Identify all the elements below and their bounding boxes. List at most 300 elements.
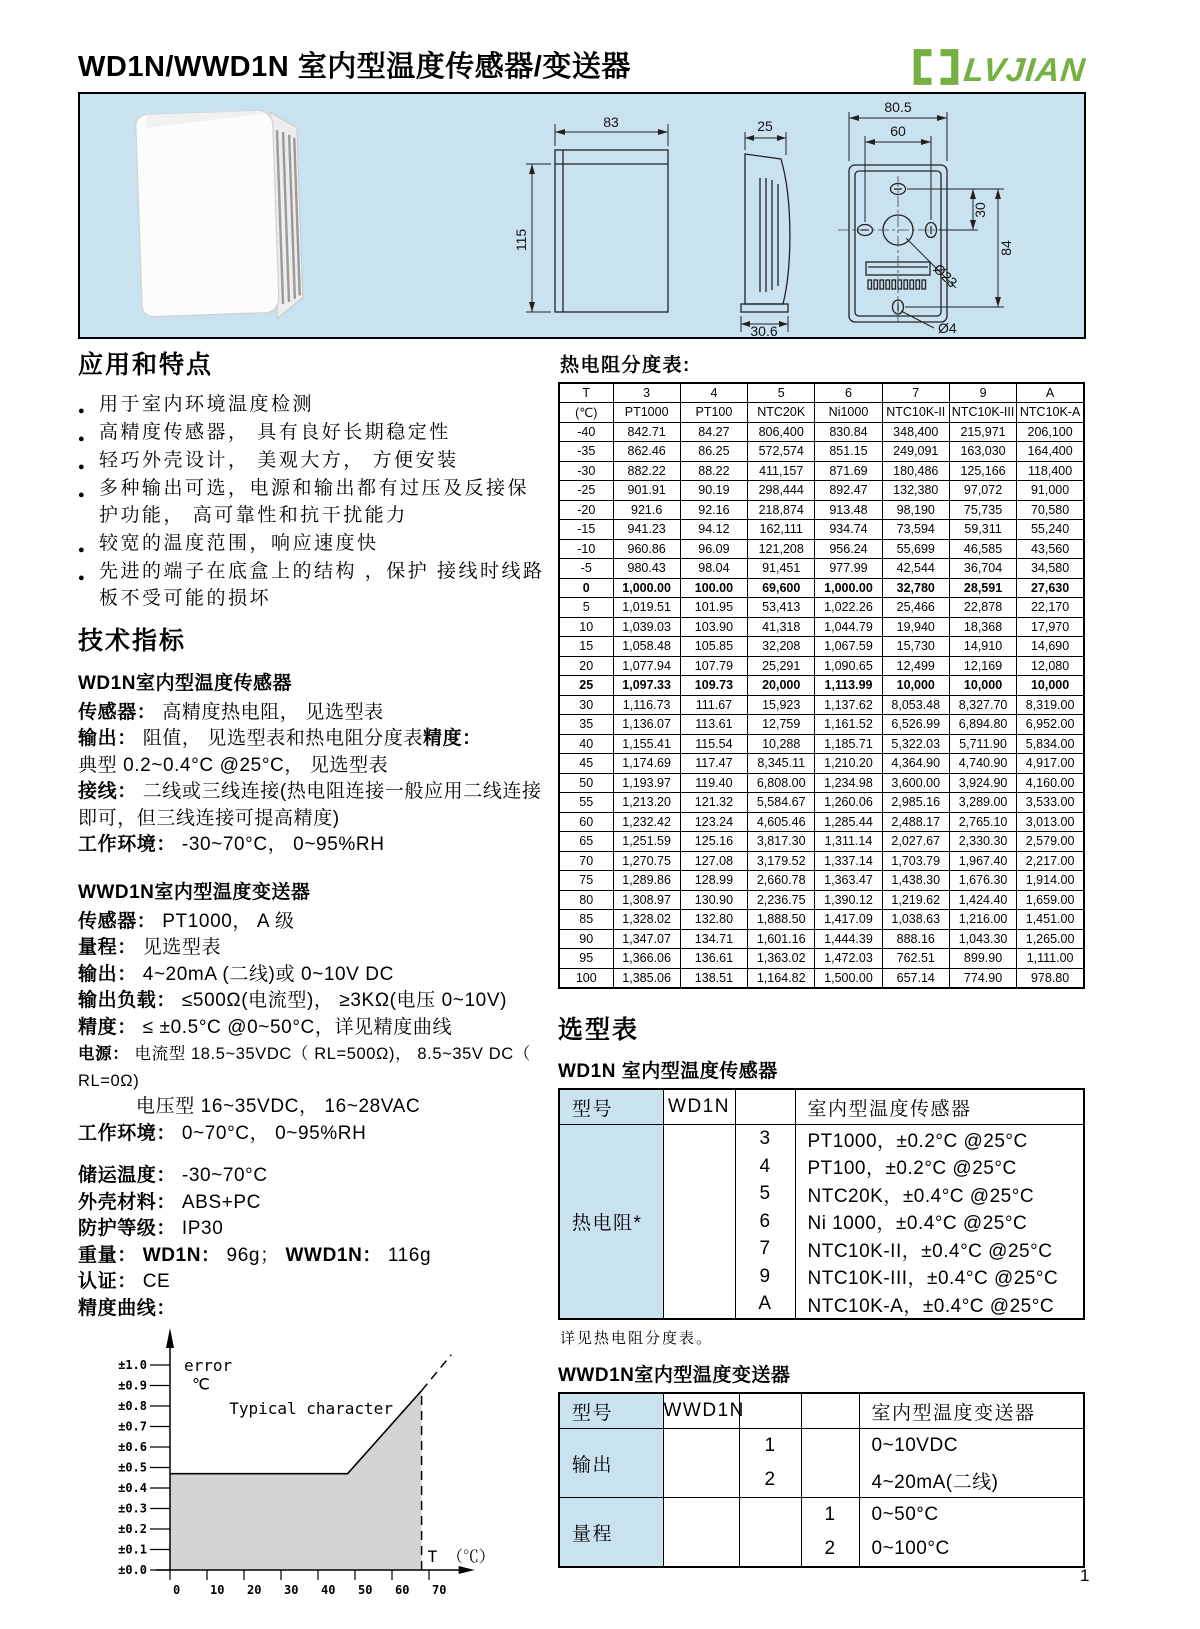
wwd1n-spec-subheading: WWD1N室内型温度变送器 (78, 881, 311, 903)
spec-line: 电压型 16~35VDC， 16~28VAC (136, 1096, 421, 1117)
res-table-cell: 348,400 (882, 422, 949, 442)
res-table-header-cell: T (559, 383, 613, 403)
res-table-header-cell: NTC10K-II (882, 403, 949, 423)
res-table-cell: 1,038.63 (882, 910, 949, 930)
res-table-header-cell: NTC10K-III (949, 403, 1016, 423)
res-table-header-cell: NTC10K-A (1017, 403, 1084, 423)
res-table-cell: 127.08 (680, 851, 747, 871)
res-table-cell: 55 (559, 793, 613, 813)
back-hole-spacing-dim: 60 (890, 123, 906, 139)
res-table-cell: 830.84 (815, 422, 882, 442)
res-table-cell: 1,444.39 (815, 929, 882, 949)
y-tick-label: ±0.9 (118, 1378, 147, 1393)
res-table-row (559, 695, 1084, 715)
front-view-drawing (555, 150, 668, 312)
res-table-cell: 138.51 (680, 968, 747, 988)
res-table-cell: 899.90 (949, 949, 1016, 969)
wwd1n-header-code2 (801, 1393, 859, 1429)
wd1n-spec-lines (78, 700, 548, 859)
wwd1n-code-cell (801, 1429, 859, 1498)
res-table-row (559, 442, 1084, 462)
wd1n-desc-cell (795, 1125, 1084, 1319)
res-table-cell: 1,417.09 (815, 910, 882, 930)
res-table-cell: 1,000.00 (613, 578, 680, 598)
res-table-header-cell: (℃) (559, 403, 613, 423)
wd1n-header-desc: 室内型温度传感器 (795, 1089, 1084, 1125)
res-table-row (559, 539, 1084, 559)
y-tick-label: ±0.0 (118, 1563, 147, 1577)
spec-line: 输出负载： ≤500Ω(电流型)， ≥3KΩ(电压 0~10V) (78, 990, 508, 1011)
res-table-header-cell: 5 (748, 383, 815, 403)
res-table-row (559, 734, 1084, 754)
res-table-cell: 1,385.06 (613, 968, 680, 988)
res-table-cell: 2,236.75 (748, 890, 815, 910)
res-table-cell: 4,917.00 (1017, 754, 1084, 774)
wd1n-option-desc: PT100，±0.2°C @25°C (807, 1158, 1017, 1179)
product-photo (102, 98, 352, 336)
res-table-cell: 1,058.48 (613, 637, 680, 657)
res-table-cell: -10 (559, 539, 613, 559)
res-table-header-cell: PT100 (680, 403, 747, 423)
res-table-cell: 1,185.71 (815, 734, 882, 754)
wwd1n-selection-subheading: WWD1N室内型温度变送器 (558, 1364, 791, 1386)
res-table-cell: 1,043.30 (949, 929, 1016, 949)
y-tick-label: ±1.0 (118, 1358, 147, 1372)
spec-line: 传感器： PT1000， A 级 (78, 910, 295, 932)
res-table-cell: 130.90 (680, 890, 747, 910)
res-table-cell: 65 (559, 832, 613, 852)
res-table-row (559, 793, 1084, 813)
res-table-row (559, 578, 1084, 598)
res-table-cell: 98.04 (680, 559, 747, 579)
res-table-cell: 80 (559, 890, 613, 910)
res-table-cell: 218,874 (748, 500, 815, 520)
res-table-cell: 978.80 (1017, 968, 1084, 988)
res-table-cell: 1,703.79 (882, 851, 949, 871)
res-table-cell: 892.47 (815, 481, 882, 501)
res-table-cell: 40 (559, 734, 613, 754)
feature-item: ● 高精度传感器， 具有良好长期稳定性 (78, 419, 548, 446)
wd1n-option-code: 9 (759, 1265, 771, 1287)
res-table-cell: 60 (559, 812, 613, 832)
wd1n-option-desc: PT1000，±0.2°C @25°C (807, 1130, 1028, 1152)
res-table-cell: 2,217.00 (1017, 851, 1084, 871)
res-table-cell: 882.22 (613, 461, 680, 481)
wwd1n-header-series: WWD1N (663, 1393, 739, 1429)
res-table-row (559, 968, 1084, 988)
res-table-cell: -5 (559, 559, 613, 579)
wd1n-selection-subheading: WD1N 室内型温度传感器 (558, 1060, 778, 1082)
error-curve-dashed-extension (422, 1355, 452, 1391)
spec-line: 接线： 二线或三线连接(热电阻连接一般应用二线连接即可，但三线连接可提高精度) (78, 781, 542, 829)
res-table-cell: 8,053.48 (882, 695, 949, 715)
res-table-cell: 1,136.07 (613, 715, 680, 735)
res-table-cell: 32,780 (882, 578, 949, 598)
res-table-cell: 1,090.65 (815, 656, 882, 676)
wwd1n-option-desc: 0~100°C (871, 1538, 950, 1560)
res-table-cell: 5,322.03 (882, 734, 949, 754)
res-table-cell: 91,451 (748, 559, 815, 579)
feature-item: ● 多种输出可选，电源和输出都有过压及反接保护功能， 高可靠性和抗干扰能力 (78, 475, 548, 529)
wwd1n-desc-cell (859, 1498, 1084, 1568)
res-table-cell: 10,000 (1017, 676, 1084, 696)
res-table-cell: 1,265.00 (1017, 929, 1084, 949)
res-table-cell: 1,251.59 (613, 832, 680, 852)
left-column (78, 350, 548, 1614)
wd1n-header-model: 型号 (559, 1089, 663, 1125)
res-table-row (559, 890, 1084, 910)
res-table-header-cell: PT1000 (613, 403, 680, 423)
feature-item: ● 较宽的温度范围，响应速度快 (78, 530, 548, 557)
res-table-cell: 132.80 (680, 910, 747, 930)
res-table-cell: 115.54 (680, 734, 747, 754)
res-table-cell: 103.90 (680, 617, 747, 637)
res-table-cell: 5,834.00 (1017, 734, 1084, 754)
res-table-subheader-row (559, 403, 1084, 423)
wd1n-option-code: 6 (759, 1210, 771, 1232)
brand-logo (911, 48, 1086, 86)
wd1n-option-code: 7 (759, 1238, 771, 1259)
res-table-cell: 6,894.80 (949, 715, 1016, 735)
res-table-row (559, 773, 1084, 793)
res-table-cell: 1,137.62 (815, 695, 882, 715)
res-table-cell: 1,174.69 (613, 754, 680, 774)
res-table-cell: 100 (559, 968, 613, 988)
res-table-cell: 30 (559, 695, 613, 715)
wd1n-option-desc: Ni 1000，±0.4°C @25°C (807, 1213, 1028, 1234)
res-table-cell: 25,291 (748, 656, 815, 676)
wd1n-option-code: A (758, 1293, 772, 1314)
res-table-cell: 3,533.00 (1017, 793, 1084, 813)
res-table-cell: 70,580 (1017, 500, 1084, 520)
chart-annotation: Typical character (229, 1399, 393, 1419)
res-table-cell: 4,605.46 (748, 812, 815, 832)
wwd1n-code-cell (739, 1498, 801, 1568)
res-table-header-cell: 6 (815, 383, 882, 403)
wwd1n-series-cell (663, 1429, 739, 1498)
res-table-cell: 901.91 (613, 481, 680, 501)
spec-line: 工作环境： 0~70°C， 0~95%RH (78, 1122, 367, 1144)
spec-line: 传感器： 高精度热电阻， 见选型表 (78, 701, 384, 723)
res-table-cell: 1,260.06 (815, 793, 882, 813)
back-vert-spacing-dim: 84 (998, 240, 1014, 256)
res-table-cell: 572,574 (748, 442, 815, 462)
res-table-cell: 2,765.10 (949, 812, 1016, 832)
res-table-cell: 842.71 (613, 422, 680, 442)
res-table-cell: 119.40 (680, 773, 747, 793)
res-table-row (559, 832, 1084, 852)
res-table-row (559, 520, 1084, 540)
res-table-cell: 95 (559, 949, 613, 969)
res-table-cell: 75 (559, 871, 613, 891)
y-tick-label: ±0.6 (118, 1440, 147, 1454)
brackets-icon (911, 48, 961, 86)
res-table-cell: 43,560 (1017, 539, 1084, 559)
res-table-cell: 8,327.70 (949, 695, 1016, 715)
res-table-cell: 10 (559, 617, 613, 637)
res-table-cell: 42,544 (882, 559, 949, 579)
res-table-cell: 90 (559, 929, 613, 949)
res-table-cell: 34,580 (1017, 559, 1084, 579)
feature-item: ● 用于室内环境温度检测 (78, 391, 548, 418)
res-table-row (559, 812, 1084, 832)
res-table-cell: 913.48 (815, 500, 882, 520)
wwd1n-option-desc: 0~50°C (871, 1504, 939, 1526)
wwd1n-option-desc: 0~10VDC (871, 1435, 958, 1457)
res-table-cell: 2,330.30 (949, 832, 1016, 852)
res-table-cell: 55,240 (1017, 520, 1084, 540)
res-table-cell: 20 (559, 656, 613, 676)
res-table-cell: 14,910 (949, 637, 1016, 657)
res-table-cell: 164,400 (1017, 442, 1084, 462)
res-table-cell: 18,368 (949, 617, 1016, 637)
res-table-cell: 17,970 (1017, 617, 1084, 637)
y-tick-label: ±0.3 (118, 1501, 147, 1516)
res-table-cell: 113.61 (680, 715, 747, 735)
res-table-cell: 15,923 (748, 695, 815, 715)
back-screw-hole-dim: Ø4 (938, 320, 957, 336)
res-table-cell: 35 (559, 715, 613, 735)
res-table-cell: 134.71 (680, 929, 747, 949)
res-table-cell: 1,289.86 (613, 871, 680, 891)
res-table-cell: -30 (559, 461, 613, 481)
res-table-cell: 98,190 (882, 500, 949, 520)
spec-line: 精度曲线： (78, 1297, 177, 1319)
res-table-cell: 871.69 (815, 461, 882, 481)
accuracy-curve-chart (78, 1324, 518, 1614)
wwd1n-selection-table (558, 1392, 1085, 1569)
res-table-cell: 6,526.99 (882, 715, 949, 735)
back-width-dim: 80.5 (884, 99, 912, 115)
res-table-cell: 411,157 (748, 461, 815, 481)
wd1n-code-cell (735, 1125, 795, 1319)
wd1n-selection-table (558, 1088, 1085, 1320)
res-table-cell: 980.43 (613, 559, 680, 579)
y-tick-label: ±0.4 (118, 1481, 147, 1495)
wwd1n-option-code: 2 (764, 1469, 776, 1491)
res-table-cell: 1,039.03 (613, 617, 680, 637)
res-table-cell: 25 (559, 676, 613, 696)
res-table-cell: 12,759 (748, 715, 815, 735)
res-table-header-cell: 9 (949, 383, 1016, 403)
res-table-cell: 1,155.41 (613, 734, 680, 754)
res-table-cell: 15,730 (882, 637, 949, 657)
res-table-cell: 45 (559, 754, 613, 774)
res-table-row (559, 598, 1084, 618)
res-table-header-cell: 7 (882, 383, 949, 403)
wwd1n-group-row (559, 1498, 1084, 1568)
res-table-cell: 3,289.00 (949, 793, 1016, 813)
res-table-cell: 1,500.00 (815, 968, 882, 988)
specs-heading: 技术指标 (78, 627, 187, 656)
spec-line: 输出： 4~20mA (二线)或 0~10V DC (78, 963, 394, 985)
res-table-cell: 1,213.20 (613, 793, 680, 813)
res-table-cell: 1,451.00 (1017, 910, 1084, 930)
res-table-row (559, 676, 1084, 696)
res-table-row (559, 929, 1084, 949)
res-table-cell: 1,019.51 (613, 598, 680, 618)
res-table-cell: 774.90 (949, 968, 1016, 988)
res-table-cell: 27,630 (1017, 578, 1084, 598)
res-table-cell: 3,817.30 (748, 832, 815, 852)
res-table-cell: 1,914.00 (1017, 871, 1084, 891)
x-tick-label: 70 (432, 1583, 447, 1597)
res-table-cell: 109.73 (680, 676, 747, 696)
res-table-cell: 96.09 (680, 539, 747, 559)
res-table-cell: 111.67 (680, 695, 747, 715)
res-table-cell: 1,234.98 (815, 773, 882, 793)
res-table-row (559, 910, 1084, 930)
res-table-header-cell: Ni1000 (815, 403, 882, 423)
y-axis-label: error (184, 1356, 233, 1376)
res-table-cell: 888.16 (882, 929, 949, 949)
res-table-cell: 5 (559, 598, 613, 618)
y-tick-label: ±0.5 (118, 1460, 147, 1475)
res-table-cell: 1,601.16 (748, 929, 815, 949)
res-table-cell: 22,878 (949, 598, 1016, 618)
res-table-cell: 10,288 (748, 734, 815, 754)
res-table-header-row (559, 383, 1084, 403)
res-table-cell: 84.27 (680, 422, 747, 442)
res-table-cell: 136.61 (680, 949, 747, 969)
res-table-cell: 97,072 (949, 481, 1016, 501)
x-tick-label: 20 (247, 1583, 262, 1597)
res-table-cell: 12,169 (949, 656, 1016, 676)
res-table-cell: 934.74 (815, 520, 882, 540)
res-table-cell: 1,328.02 (613, 910, 680, 930)
res-table-cell: 2,488.17 (882, 812, 949, 832)
spec-line: 认证： CE (78, 1271, 171, 1292)
res-table-cell: 1,000.00 (815, 578, 882, 598)
res-table-cell: 1,210.20 (815, 754, 882, 774)
res-table-cell: 1,113.99 (815, 676, 882, 696)
res-table-cell: 14,690 (1017, 637, 1084, 657)
res-table-row (559, 500, 1084, 520)
resistance-table (558, 382, 1085, 989)
res-table-cell: 206,100 (1017, 422, 1084, 442)
res-table-cell: 1,219.62 (882, 890, 949, 910)
res-table-header-cell: NTC20K (748, 403, 815, 423)
x-tick-label: 60 (395, 1583, 410, 1597)
general-spec-lines (78, 1163, 548, 1322)
res-table-cell: 163,030 (949, 442, 1016, 462)
wwd1n-series-cell (663, 1498, 739, 1568)
res-table-cell: 128.99 (680, 871, 747, 891)
res-table-cell: 921.6 (613, 500, 680, 520)
wd1n-table-footnote: 详见热电阻分度表。 (560, 1329, 714, 1347)
side-base-dim: 30.6 (750, 323, 778, 337)
res-table-row (559, 422, 1084, 442)
res-table-cell: 19,940 (882, 617, 949, 637)
page-number: 1 (1080, 1566, 1090, 1585)
wd1n-header-code (735, 1089, 795, 1125)
res-table-cell: 22,170 (1017, 598, 1084, 618)
res-table-cell: 762.51 (882, 949, 949, 969)
res-table-cell: 3,013.00 (1017, 812, 1084, 832)
res-table-cell: 1,193.97 (613, 773, 680, 793)
res-table-cell: -25 (559, 481, 613, 501)
res-table-cell: 1,347.07 (613, 929, 680, 949)
res-table-cell: 91,000 (1017, 481, 1084, 501)
wwd1n-group-row (559, 1429, 1084, 1498)
res-table-cell: 2,660.78 (748, 871, 815, 891)
right-column (558, 350, 1085, 1568)
wd1n-spec-subheading: WD1N室内型温度传感器 (78, 672, 292, 694)
res-table-cell: 2,027.67 (882, 832, 949, 852)
res-table-cell: 1,216.00 (949, 910, 1016, 930)
wd1n-option-desc: NTC10K-A，±0.4°C @25°C (807, 1295, 1055, 1317)
wwd1n-option-code: 1 (824, 1504, 836, 1526)
res-table-cell: 88.22 (680, 461, 747, 481)
res-table-cell: 1,676.30 (949, 871, 1016, 891)
res-table-cell: 180,486 (882, 461, 949, 481)
feature-list (78, 391, 548, 612)
spec-line: 电源： 电流型 18.5~35VDC（ RL=500Ω)， 8.5~35V DC（ RL=0Ω) (78, 1045, 531, 1090)
res-table-cell: 215,971 (949, 422, 1016, 442)
wd1n-series-cell (663, 1125, 735, 1319)
y-axis-arrow (166, 1328, 174, 1348)
res-table-cell: 69,600 (748, 578, 815, 598)
res-table-row (559, 617, 1084, 637)
res-table-cell: 941.23 (613, 520, 680, 540)
res-table-cell: 956.24 (815, 539, 882, 559)
res-table-cell: 121.32 (680, 793, 747, 813)
res-table-cell: 55,699 (882, 539, 949, 559)
page-title: WD1N/WWD1N 室内型温度传感器/变送器 (78, 51, 631, 83)
res-table-cell: 162,111 (748, 520, 815, 540)
res-table-cell: 8,345.11 (748, 754, 815, 774)
res-table-header-cell: 3 (613, 383, 680, 403)
wwd1n-option-code: 2 (824, 1538, 836, 1560)
wd1n-option-code: 4 (759, 1155, 771, 1177)
res-table-cell: 960.86 (613, 539, 680, 559)
res-table-cell: 85 (559, 910, 613, 930)
res-table-cell: 1,270.75 (613, 851, 680, 871)
res-table-cell: 117.47 (680, 754, 747, 774)
res-table-cell: 6,952.00 (1017, 715, 1084, 735)
selection-heading: 选型表 (558, 1015, 640, 1044)
res-table-cell: 105.85 (680, 637, 747, 657)
spec-line: 储运温度： -30~70°C (78, 1165, 268, 1186)
res-table-cell: 1,438.30 (882, 871, 949, 891)
res-table-cell: 1,067.59 (815, 637, 882, 657)
x-tick-label: 40 (321, 1583, 336, 1597)
res-table-cell: 0 (559, 578, 613, 598)
wd1n-option-desc: NTC20K，±0.4°C @25°C (807, 1185, 1035, 1207)
res-table-cell: 3,179.52 (748, 851, 815, 871)
side-view-drawing (741, 154, 790, 312)
back-center-hole-dim: Ø23 (930, 260, 961, 291)
res-table-cell: -20 (559, 500, 613, 520)
res-table-cell: 20,000 (748, 676, 815, 696)
wd1n-row-label: 热电阻* (559, 1125, 663, 1319)
res-table-cell: 132,380 (882, 481, 949, 501)
res-table-cell: 50 (559, 773, 613, 793)
res-table-cell: 1,308.97 (613, 890, 680, 910)
res-table-cell: 101.95 (680, 598, 747, 618)
res-table-cell: 3,924.90 (949, 773, 1016, 793)
wd1n-option-desc: NTC10K-II，±0.4°C @25°C (807, 1240, 1053, 1262)
res-table-row (559, 637, 1084, 657)
res-table-cell: 36,704 (949, 559, 1016, 579)
spec-line: 外壳材料： ABS+PC (78, 1191, 262, 1213)
wwd1n-group-label: 量程 (559, 1498, 663, 1568)
wwd1n-code-cell (801, 1498, 859, 1568)
y-tick-label: ±0.1 (118, 1542, 147, 1557)
y-tick-label: ±0.7 (118, 1419, 147, 1434)
res-table-cell: 100.00 (680, 578, 747, 598)
spec-line: 精度： ≤ ±0.5°C @0~50°C，详见精度曲线 (78, 1016, 453, 1038)
